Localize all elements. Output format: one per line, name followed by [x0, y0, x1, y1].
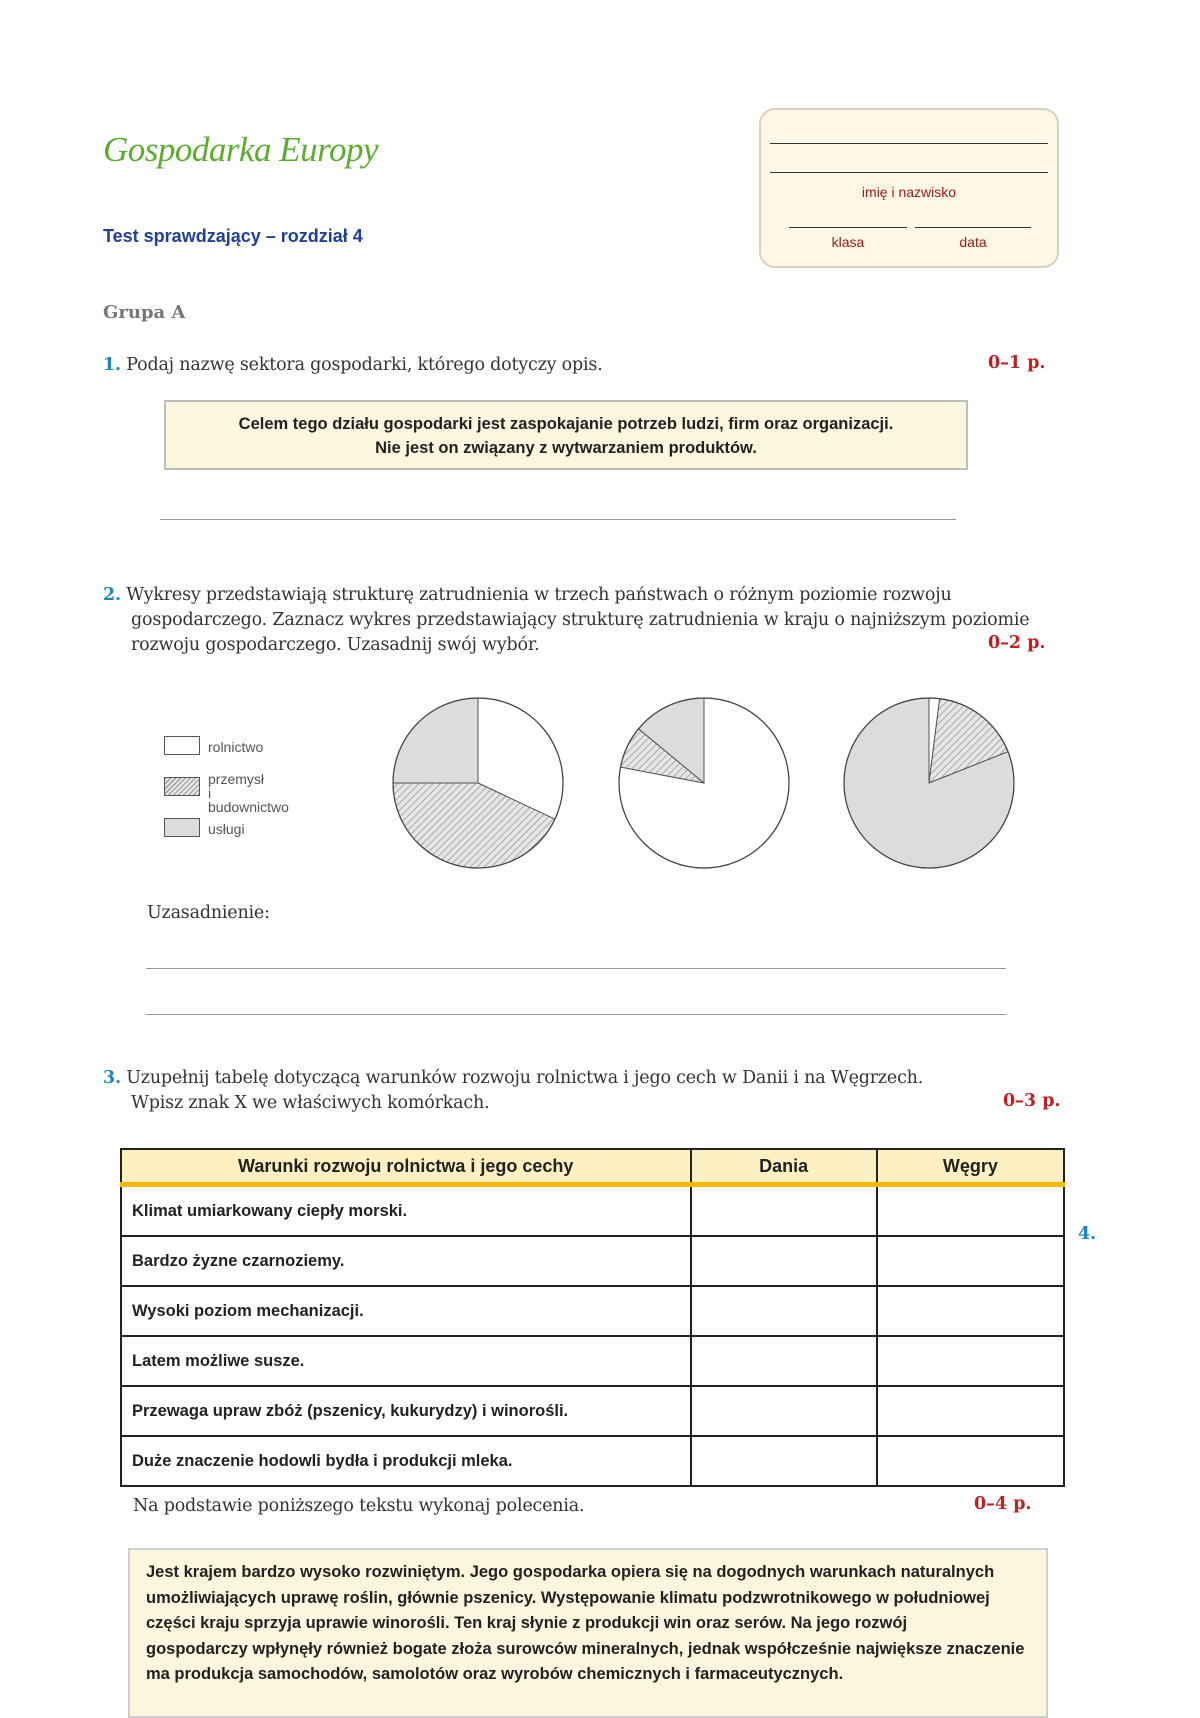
source-line: umożliwiających uprawę roślin, głównie pszenicy. Występowanie klimatu podzwrotnikowego w południowej — [146, 1588, 990, 1607]
source-text-box — [128, 1548, 1048, 1718]
points-q2: 0–2 p. — [988, 633, 1046, 653]
cell-dania[interactable] — [691, 1436, 877, 1486]
question-4-text: Na podstawie poniższego tekstu wykonaj polecenia. — [133, 1496, 585, 1516]
question-text: Podaj nazwę sektora gospodarki, którego dotyczy opis. — [126, 355, 603, 375]
cell-dania[interactable] — [691, 1236, 877, 1286]
header-wegry: Węgry — [877, 1149, 1064, 1185]
cell-dania[interactable] — [691, 1386, 877, 1436]
cell-wegry[interactable] — [877, 1386, 1064, 1436]
name-label: imię i nazwisko — [861, 184, 957, 200]
legend-label-rolnictwo: rolnictwo — [208, 739, 264, 755]
question-number: 1. — [103, 355, 121, 375]
description-line-1: Celem tego działu gospodarki jest zaspokajanie potrzeb ludzi, firm oraz organizacji. — [238, 415, 894, 433]
question-4-number: 4. — [1078, 1224, 1096, 1244]
question-number: 2. — [103, 585, 121, 605]
agriculture-table — [120, 1148, 1065, 1487]
cell-dania[interactable] — [691, 1185, 877, 1237]
question-line-3: rozwoju gospodarczego. Uzasadnij swój wybór. — [131, 635, 540, 655]
cell-wegry[interactable] — [877, 1336, 1064, 1386]
class-label: klasa — [831, 234, 865, 250]
answer-line-q2-2[interactable] — [146, 1014, 1006, 1015]
table-row — [121, 1185, 1064, 1237]
table-row — [121, 1386, 1064, 1436]
legend-label-przemysl: przemysł i budownictwo — [208, 771, 289, 815]
question-line-1: Wykresy przedstawiają strukturę zatrudnienia w trzech państwach o różnym poziomie rozwoju — [126, 585, 952, 605]
row-label: Latem możliwe susze. — [121, 1336, 691, 1386]
cell-dania[interactable] — [691, 1286, 877, 1336]
answer-line-q2-1[interactable] — [146, 968, 1006, 969]
cell-wegry[interactable] — [877, 1236, 1064, 1286]
cell-wegry[interactable] — [877, 1436, 1064, 1486]
question-line-2: Wpisz znak X we właściwych komórkach. — [131, 1093, 490, 1113]
question-line-1: Uzupełnij tabelę dotyczącą warunków rozwoju rolnictwa i jego cech w Danii i na Węgrzech. — [126, 1068, 924, 1088]
chart-1-slice-uslugi — [393, 698, 478, 783]
points-q4: 0–4 p. — [974, 1494, 1032, 1514]
points-q3: 0–3 p. — [1003, 1091, 1061, 1111]
row-label: Klimat umiarkowany ciepły morski. — [121, 1185, 691, 1237]
source-line: Jest krajem bardzo wysoko rozwiniętym. Jego gospodarka opiera się na dogodnych warunkach naturalnych — [146, 1563, 995, 1581]
table-row — [121, 1336, 1064, 1386]
description-line-2: Nie jest on związany z wytwarzaniem produktów. — [375, 439, 757, 457]
points-q1: 0–1 p. — [988, 353, 1046, 373]
question-number: 3. — [103, 1068, 121, 1088]
page-title: Gospodarka Europy — [103, 130, 379, 169]
cell-wegry[interactable] — [877, 1185, 1064, 1237]
table-row — [121, 1436, 1064, 1486]
question-line-2: gospodarczego. Zaznacz wykres przedstawiający strukturę zatrudnienia w kraju o najniższym poziomie — [131, 610, 1030, 630]
source-line: części kraju sprzyja uprawie winorośli. Ten kraj słynie z produkcji win oraz serów. Na jego rozwój — [146, 1614, 908, 1632]
header-dania: Dania — [691, 1149, 877, 1185]
page-subtitle: Test sprawdzający – rozdział 4 — [103, 226, 363, 246]
cell-dania[interactable] — [691, 1336, 877, 1386]
table-row — [121, 1286, 1064, 1336]
group-heading: Grupa A — [103, 302, 186, 323]
date-label: data — [959, 234, 987, 250]
row-label: Wysoki poziom mechanizacji. — [121, 1286, 691, 1336]
question-3 — [103, 1066, 923, 1116]
justification-label: Uzasadnienie: — [147, 903, 270, 923]
row-label: Bardzo żyzne czarnoziemy. — [121, 1236, 691, 1286]
source-line: gospodarczy wpłynęły również bogate złoża surowców mineralnych, jednak współcześnie największe znaczenie — [146, 1639, 1025, 1658]
table-header-row — [121, 1149, 1064, 1185]
header-conditions: Warunki rozwoju rolnictwa i jego cechy — [121, 1149, 691, 1185]
source-line: ma produkcja samochodów, samolotów oraz wyrobów chemicznych i farmaceutycznych. — [146, 1665, 844, 1683]
cell-wegry[interactable] — [877, 1286, 1064, 1336]
table-row — [121, 1236, 1064, 1286]
legend-label-uslugi: usługi — [208, 821, 245, 837]
row-label: Duże znaczenie hodowli bydła i produkcji mleka. — [121, 1436, 691, 1486]
row-label: Przewaga upraw zbóż (pszenicy, kukurydzy) i winorośli. — [121, 1386, 691, 1436]
